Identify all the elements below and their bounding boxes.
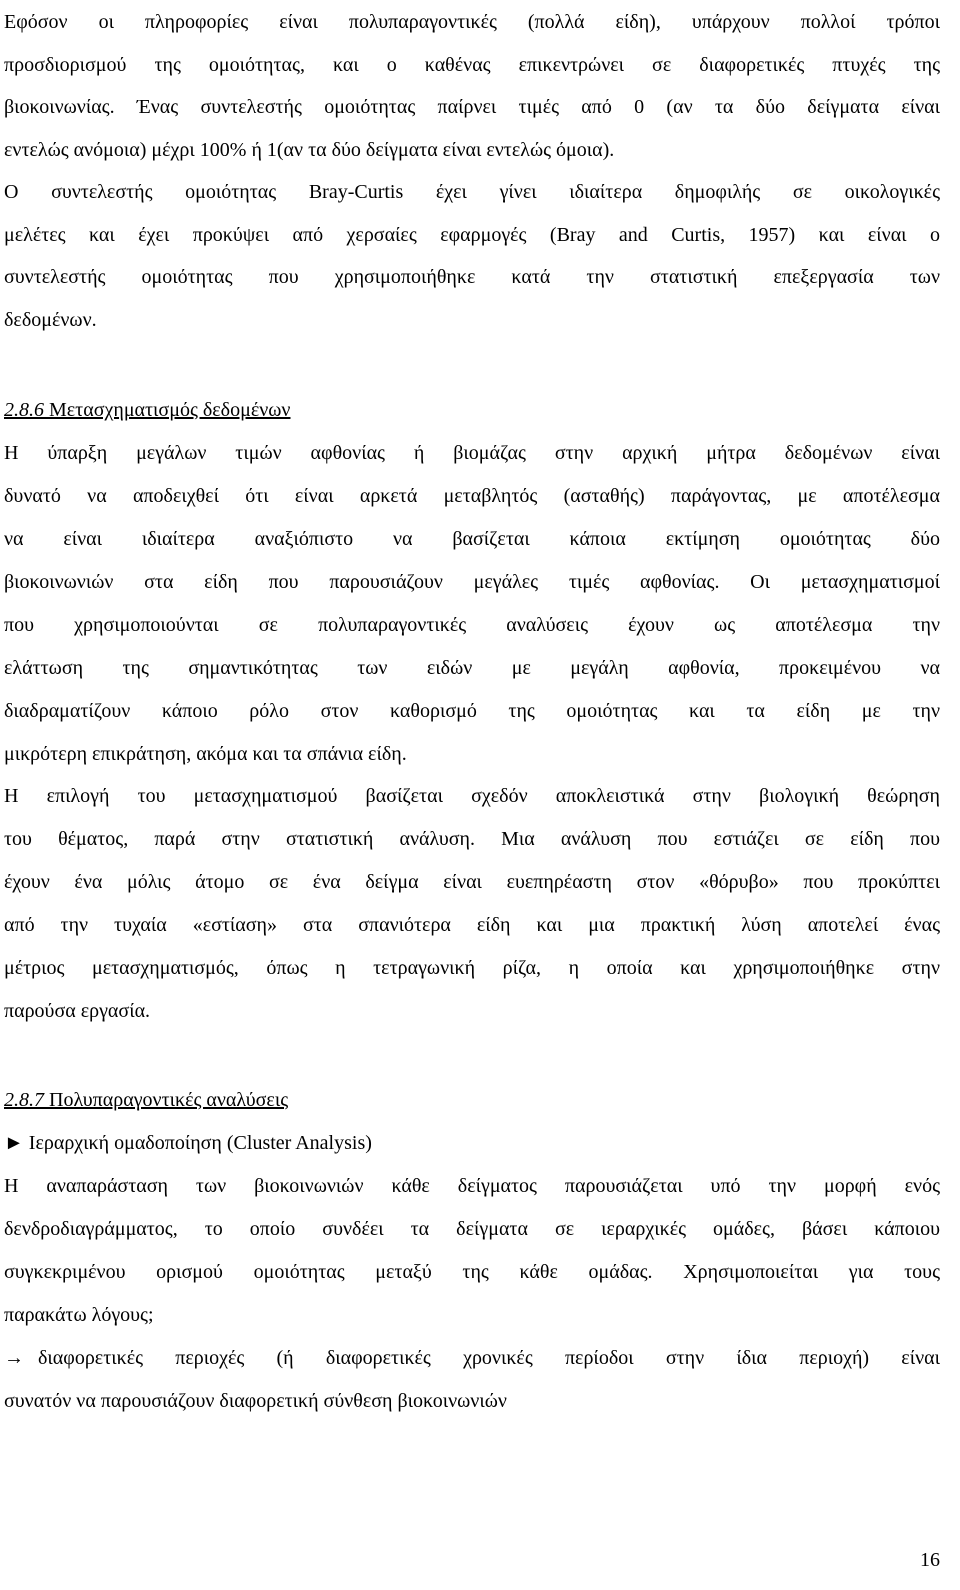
paragraph-line: διαδραματίζουν κάποιο ρόλο στον καθορισμό της ομοιότητας και τα είδη με την — [4, 700, 940, 722]
page-number: 16 — [920, 1549, 940, 1571]
section-heading-2-8-6 — [4, 396, 290, 424]
paragraph-line: Ο συντελεστής ομοιότητας Bray-Curtis έχει γίνει ιδιαίτερα δημοφιλής σε οικολογικές — [4, 181, 940, 203]
section-number: 2.8.6 — [4, 399, 44, 421]
section-title: Μετασχηματισμός δεδομένων — [49, 399, 291, 421]
paragraph-line: από την τυχαία «εστίαση» στα σπανιότερα είδη και μια πρακτική λύση αποτελεί ένας — [4, 914, 940, 936]
paragraph-line: εντελώς ανόμοια) μέχρι 100% ή 1(αν τα δύο δείγματα είναι εντελώς όμοια). — [4, 139, 615, 161]
right-arrow-icon: → — [4, 1347, 24, 1369]
paragraph-line: Εφόσον οι πληροφορίες είναι πολυπαραγοντικές (πολλά είδη), υπάρχουν πολλοί τρόποι — [4, 11, 940, 33]
paragraph-line: βιοκοινωνιών στα είδη που παρουσιάζουν μεγάλες τιμές αφθονίας. Οι μετασχηματισμοί — [4, 571, 940, 593]
section-title: Πολυπαραγοντικές αναλύσεις — [49, 1089, 289, 1111]
bullet-text: Ιεραρχική ομαδοποίηση (Cluster Analysis) — [28, 1132, 372, 1154]
paragraph-line: παρούσα εργασία. — [4, 1000, 151, 1022]
section-number: 2.8.7 — [4, 1089, 44, 1111]
paragraph-line: που χρησιμοποιούνται σε πολυπαραγοντικές αναλύσεις έχουν ως αποτέλεσμα την — [4, 614, 940, 636]
paragraph-line: ελάττωση της σημαντικότητας των ειδών με μεγάλη αφθονία, προκειμένου να — [4, 657, 940, 679]
arrow-list-item — [4, 1344, 940, 1372]
paragraph-line: δυνατό να αποδειχθεί ότι είναι αρκετά μεταβλητός (ασταθής) παράγοντας, με αποτέλεσμα — [4, 485, 940, 507]
paragraph-line: βιοκοινωνίας. Ένας συντελεστής ομοιότητας παίρνει τιμές από 0 (αν τα δύο δείγματα είναι — [4, 96, 940, 118]
paragraph-line: Η επιλογή του μετασχηματισμού βασίζεται σχεδόν αποκλειστικά στην βιολογική θεώρηση — [4, 785, 940, 807]
paragraph-line: συγκεκριμένου ορισμού ομοιότητας μεταξύ της κάθε ομάδας. Χρησιμοποιείται για τους — [4, 1261, 940, 1283]
arrow-item-text: διαφορετικές περιοχές (ή διαφορετικές χρονικές περίοδοι στην ίδια περιοχή) είναι — [38, 1347, 940, 1369]
paragraph-line: μέτριος μετασχηματισμός, όπως η τετραγωνική ρίζα, η οποία και χρησιμοποιήθηκε στην — [4, 957, 940, 979]
paragraph-line: συνατόν να παρουσιάζουν διαφορετική σύνθεση βιοκοινωνιών — [4, 1390, 507, 1412]
paragraph-line: μικρότερη επικράτηση, ακόμα και τα σπάνια είδη. — [4, 743, 407, 765]
paragraph-line: μελέτες και έχει προκύψει από χερσαίες εφαρμογές (Bray and Curtis, 1957) και είναι ο — [4, 224, 940, 246]
play-bullet-icon: ► — [4, 1132, 24, 1154]
paragraph-line: συντελεστής ομοιότητας που χρησιμοποιήθηκε κατά την στατιστική επεξεργασία των — [4, 266, 940, 288]
section-heading-2-8-7 — [4, 1086, 288, 1114]
bullet-item — [4, 1129, 940, 1157]
paragraph-line: προσδιορισμού της ομοιότητας, και ο καθένας επικεντρώνει σε διαφορετικές πτυχές της — [4, 54, 940, 76]
paragraph-line: δεδομένων. — [4, 309, 97, 331]
paragraph-line: έχουν ένα μόλις άτομο σε ένα δείγμα είναι ευεπηρέαστη στον «θόρυβο» που προκύπτει — [4, 871, 940, 893]
paragraph-line: να είναι ιδιαίτερα αναξιόπιστο να βασίζεται κάποια εκτίμηση ομοιότητας δύο — [4, 528, 940, 550]
paragraph-line: Η ύπαρξη μεγάλων τιμών αφθονίας ή βιομάζας στην αρχική μήτρα δεδομένων είναι — [4, 442, 940, 464]
paragraph-line: του θέματος, παρά στην στατιστική ανάλυση. Μια ανάλυση που εστιάζει σε είδη που — [4, 828, 940, 850]
paragraph-line: Η αναπαράσταση των βιοκοινωνιών κάθε δείγματος παρουσιάζεται υπό την μορφή ενός — [4, 1175, 940, 1197]
paragraph-line: παρακάτω λόγους; — [4, 1304, 154, 1326]
paragraph-line: δενδροδιαγράμματος, το οποίο συνδέει τα δείγματα σε ιεραρχικές ομάδες, βάσει κάποιου — [4, 1218, 940, 1240]
